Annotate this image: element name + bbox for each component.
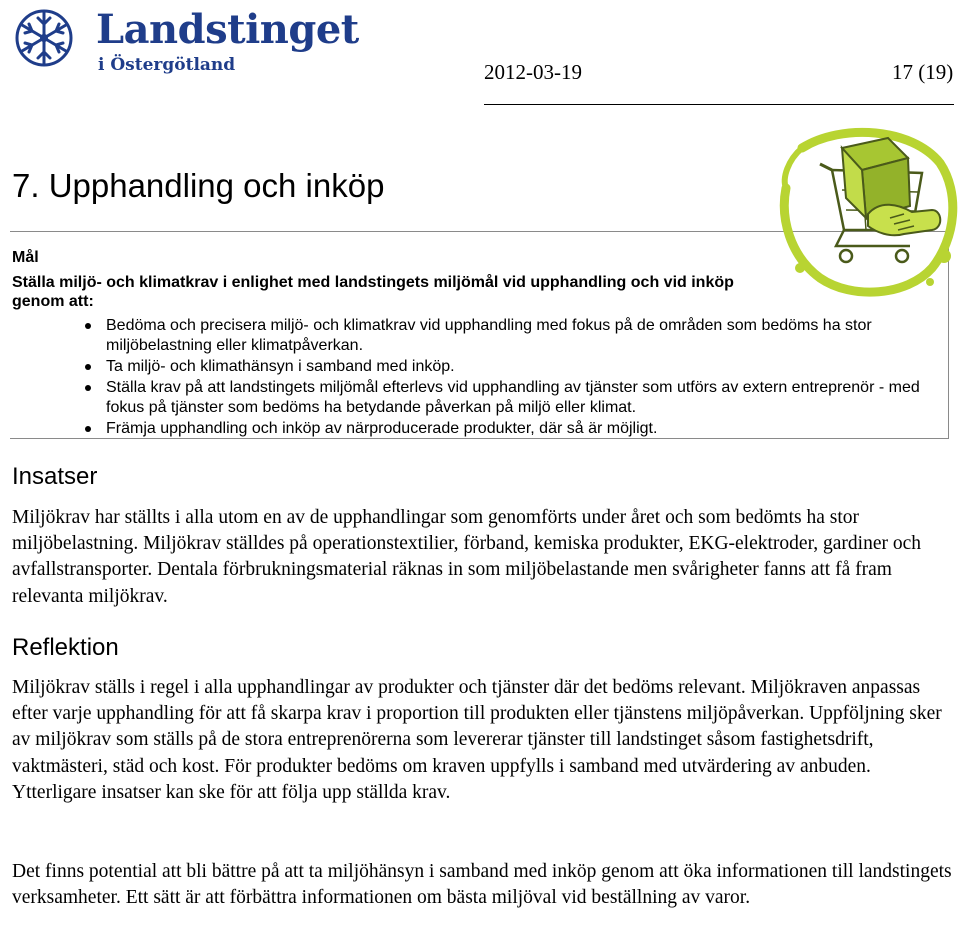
section-heading-reflektion: Reflektion (12, 634, 119, 661)
reflektion-paragraph-1: Miljökrav ställs i regel i alla upphandlingar av produkter och tjänster där det bedöms relevant. Miljökraven anpassas efter varje upphandling för att få skarpa krav i proportion till produkten eller tjänstens miljöpåverkan. Uppföljning sker av miljökrav som ställs på de stora entreprenörerna som levererar tjänster till landstinget såsom fastighetsdrift, vaktmästeri, städ och kost. För produkter bedöms om kraven uppfylls i samband med utvärdering av anbuden. Ytterligare insatser kan ske för att följa upp ställda krav. (12, 677, 942, 803)
goal-item (82, 378, 942, 418)
shopping-cart-illustration-icon (772, 118, 958, 303)
insatser-paragraph: Miljökrav har ställts i alla utom en av de upphandlingar som genomförts under året och som bedömts ha stor miljöbelastning. Miljökrav ställdes på operationstextilier, förband, kemiska produkter, EKG-elektroder, gardiner och avfallstransporter. Dentala förbrukningsmaterial räknas in som miljöbelastande men svårigheter fanns att få fram relevanta miljökrav. (12, 507, 922, 607)
goal-item-text: Bedöma och precisera miljö- och klimatkrav vid upphandling med fokus på de områden som bedöms ha stor miljöbelastning eller klimatpåverkan. (106, 317, 872, 354)
goal-item (82, 419, 942, 439)
landstinget-logo (12, 4, 359, 76)
goal-heading: Mål (12, 249, 39, 266)
goal-item-text: Ställa krav på att landstingets miljömål efterlevs vid upphandling av tjänster som utförs av extern entreprenör - med fokus på tjänster som bedöms ha betydande påverkan på miljö eller klimat. (106, 379, 920, 416)
goal-item (82, 316, 942, 356)
logo-subtitle: i Östergötland (98, 55, 236, 75)
page-number: 17 (19) (892, 60, 954, 84)
bullet-icon (85, 385, 91, 391)
bullet-icon (85, 364, 91, 370)
goal-item (82, 357, 942, 377)
bullet-icon (85, 426, 91, 432)
goal-list (82, 316, 942, 440)
bullet-icon (85, 323, 91, 329)
logo-name: Landstinget (96, 6, 359, 53)
section-heading-insatser: Insatser (12, 463, 98, 490)
snowflake-emblem-icon (12, 4, 76, 72)
reflektion-paragraph-2: Det finns potential att bli bättre på att ta miljöhänsyn i samband med inköp genom att öka informationen till landstingets verksamheter. Ett sätt är att förbättra informationen om bästa miljöval vid beställning av varor. (12, 861, 952, 909)
goal-text: Ställa miljö- och klimatkrav i enlighet med landstingets miljömål vid upphandling och vid inköp genom att: (12, 274, 734, 310)
header-divider (484, 104, 954, 105)
document-date: 2012-03-19 (484, 60, 582, 84)
goal-item-text: Ta miljö- och klimathänsyn i samband med inköp. (106, 358, 455, 375)
goal-item-text: Främja upphandling och inköp av närproducerade produkter, där så är möjligt. (106, 420, 658, 437)
chapter-title: 7. Upphandling och inköp (12, 167, 385, 204)
